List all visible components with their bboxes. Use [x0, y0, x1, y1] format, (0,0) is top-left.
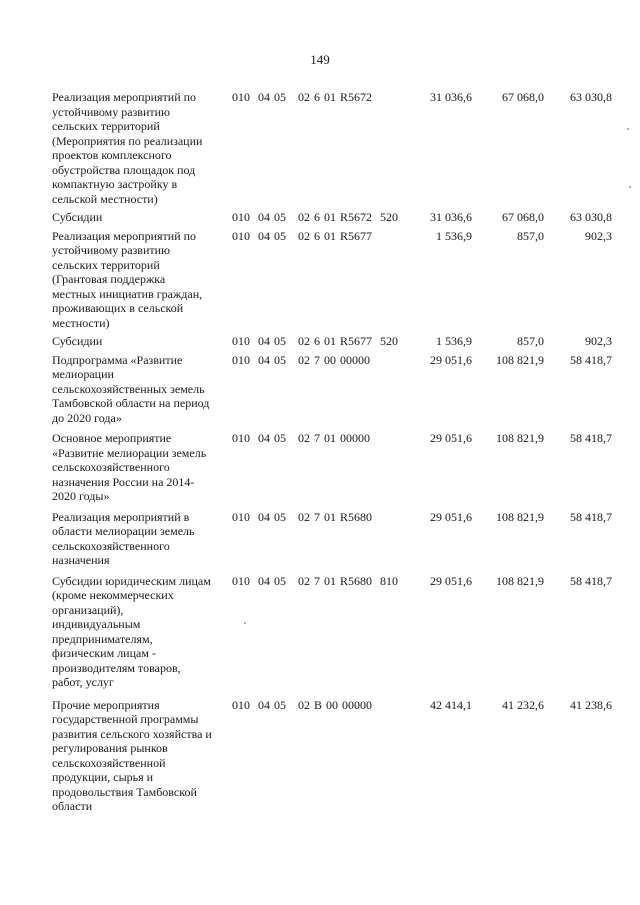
row-code: 010 04 05 02 6 01 R5677	[232, 228, 373, 243]
page-number: 149	[310, 52, 330, 67]
table-row	[52, 210, 612, 225]
row-value-1: 29 051,6	[430, 431, 472, 445]
budget-table	[52, 90, 612, 814]
table-row	[52, 698, 612, 814]
table-row	[52, 574, 612, 690]
table-row	[52, 353, 612, 426]
row-value-3: 58 418,7	[570, 431, 612, 445]
row-value-2: 67 068,0	[502, 90, 544, 104]
row-value-3: 63 030,8	[570, 210, 612, 224]
row-value-1: 1 536,9	[436, 334, 472, 348]
row-value-2: 108 821,9	[496, 573, 544, 588]
row-value-2: 41 232,6	[502, 697, 544, 712]
row-value-3: 58 418,7	[570, 352, 612, 367]
row-value-3: 902,3	[585, 334, 612, 348]
row-value-1: 29 051,6	[430, 573, 472, 588]
row-code: 010 04 05 02 7 01 00000	[232, 431, 370, 445]
row-name: Реализация мероприятий в области мелиорации земель сельскохозяйственного назначения	[52, 509, 195, 567]
row-value-3: 41 238,6	[570, 697, 612, 712]
row-value-1: 42 414,1	[430, 697, 472, 712]
row-code: 010 04 05 02 6 01 R5672 520	[232, 210, 399, 224]
table-row	[52, 229, 612, 331]
row-value-3: 63 030,8	[570, 90, 612, 104]
scan-speck	[627, 128, 629, 130]
row-name: Реализация мероприятий по устойчивому развитию сельских территорий (Грантовая поддержка местных инициатив граждан, проживающих в сельской местности)	[52, 228, 203, 330]
scan-speck	[244, 622, 246, 624]
row-value-2: 67 068,0	[502, 210, 544, 224]
row-name: Подпрограмма «Развитие мелиорации сельскохозяйственных земель Тамбовской области на период до 2020 года»	[52, 352, 210, 425]
row-value-1: 31 036,6	[430, 90, 472, 104]
row-value-2: 108 821,9	[496, 509, 544, 524]
row-code: 010 04 05 02 7 00 00000	[232, 352, 370, 367]
row-value-1: 1 536,9	[436, 228, 472, 243]
row-value-1: 29 051,6	[430, 352, 472, 367]
row-value-1: 29 051,6	[430, 509, 472, 524]
row-value-2: 857,0	[517, 334, 544, 348]
row-code: 010 04 05 02 7 01 R5680 810	[232, 573, 399, 588]
row-name: Субсидии	[52, 210, 103, 224]
row-code: 010 04 05 02 6 01 R5672	[232, 90, 373, 104]
row-value-3: 58 418,7	[570, 509, 612, 524]
row-value-2: 108 821,9	[496, 431, 544, 445]
row-value-2: 108 821,9	[496, 352, 544, 367]
row-code: 010 04 05 02 В 00 00000	[232, 697, 373, 712]
table-row	[52, 431, 612, 504]
row-code: 010 04 05 02 7 01 R5680	[232, 509, 373, 524]
row-name: Основное мероприятие «Развитие мелиорации земель сельскохозяйственного назначения России на 2014- 2020 годы»	[52, 431, 207, 503]
table-row	[52, 90, 612, 206]
table-row	[52, 334, 612, 349]
row-name: Реализация мероприятий по устойчивому развитию сельских территорий (Мероприятия по реализации проектов комплексного обустройства площадок под компактную застройку в сельской местности)	[52, 90, 203, 206]
table-row	[52, 510, 612, 568]
row-value-1: 31 036,6	[430, 210, 472, 224]
row-name: Субсидии юридическим лицам (кроме некоммерческих организаций), индивидуальным предпринимателям, физическим лицам - производителям товаров, работ, услуг	[52, 573, 211, 689]
row-value-2: 857,0	[517, 228, 544, 243]
row-value-3: 58 418,7	[570, 573, 612, 588]
row-value-3: 902,3	[585, 228, 612, 243]
row-name: Прочие мероприятия государственной программы развития сельского хозяйства и регулирования рынков сельскохозяйственной продукции, сырья и продовольствия Тамбовской области	[52, 697, 212, 813]
row-code: 010 04 05 02 6 01 R5677 520	[232, 334, 399, 348]
scan-speck	[629, 186, 631, 188]
row-name: Субсидии	[52, 334, 103, 348]
